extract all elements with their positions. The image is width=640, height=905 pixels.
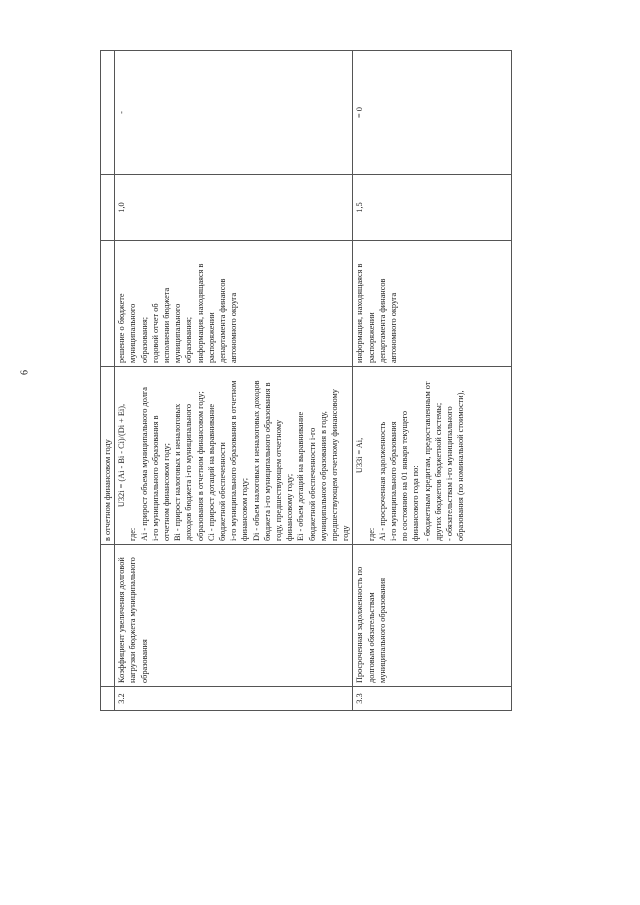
cell-last — [101, 51, 115, 175]
explanation-line: финансовому году; — [285, 473, 295, 541]
explanation-line: Di - объем налоговых и неналоговых доходов — [251, 380, 261, 541]
explanation-line: бюджетной обеспеченности — [218, 442, 228, 541]
source-line: департамента финансов — [377, 278, 387, 363]
explanation-line: Ci - прирост дотаций на выравнивание — [206, 403, 216, 541]
rotated-table-container — [100, 51, 466, 711]
cell-source — [101, 241, 115, 367]
threshold-value: - — [115, 51, 353, 175]
cell-name — [101, 545, 115, 687]
formula: U32i = (Ai - Bi - Ci)/(Di + Ei), — [117, 403, 127, 508]
source-line: образования; — [184, 316, 194, 363]
explanation-line: других бюджетов бюджетной системы; — [433, 402, 443, 541]
explanation-line: i-го муниципального образования в отчетном — [229, 380, 239, 541]
formula-cell — [115, 367, 353, 545]
formula-cell — [353, 367, 512, 545]
source-line: информация, находящаяся в — [355, 263, 365, 363]
source-line: автономного округа — [389, 292, 399, 363]
explanation-line: i-го муниципального образования в — [150, 415, 160, 541]
cell-weight — [101, 175, 115, 241]
explanation-line: муниципального образования в году, — [318, 411, 328, 541]
indicator-name: Коэффициент увеличения долговой нагрузки бюджета муниципального образования — [115, 545, 353, 687]
where-label: где: — [366, 527, 376, 541]
row-number: 3.3 — [353, 687, 512, 711]
explanation-line: образования (по номинальной стоимости), — [456, 390, 466, 541]
source-line: муниципального — [128, 303, 138, 363]
explanation-line: бюджета i-го муниципального образования в — [262, 382, 272, 541]
explanation-line: образования в отчетном финансовом году; — [195, 391, 205, 541]
explanation-line: - обязательствам i-го муниципального — [445, 406, 455, 541]
weight-value: 1,0 — [115, 175, 353, 241]
explanation-line: Ai - прирост объема муниципального долга — [139, 387, 149, 541]
indicators-table — [100, 50, 512, 711]
source-line: годовой отчет об — [150, 303, 160, 363]
source-line: муниципального — [173, 303, 183, 363]
explanation-line: году — [341, 525, 351, 541]
cell-formula-continuation: в отчетном финансовом году — [101, 367, 115, 545]
source-cell — [353, 241, 512, 367]
explanation-line: отчетном финансовом году; — [162, 443, 172, 541]
formula: U33i = Ai, — [355, 437, 365, 474]
table-row-continuation — [101, 51, 115, 711]
indicator-name: Просроченная задолженность по долговым обязательствам муниципального образования — [353, 545, 512, 687]
cell-num — [101, 687, 115, 711]
explanation-line: финансового года по: — [411, 465, 421, 541]
explanation-line: финансовом году; — [240, 477, 250, 541]
source-line: автономного округа — [229, 292, 239, 363]
explanation-line: году, предшествующем отчетному — [274, 419, 284, 541]
weight-value: 1,5 — [353, 175, 512, 241]
explanation-line: Ei - объем дотаций на выравнивание — [296, 411, 306, 541]
explanation-line: Bi - прирост налоговых и неналоговых — [173, 403, 183, 541]
explanation-line: - бюджетным кредитам, предоставленным от — [422, 381, 432, 541]
explanation-line: Ai - просроченная задолженность — [377, 421, 387, 541]
source-line: распоряжении — [366, 312, 376, 363]
source-cell — [115, 241, 353, 367]
explanation-line: бюджетной обеспеченности i-го — [307, 427, 317, 541]
source-line: исполнении бюджета — [162, 287, 172, 363]
table-row — [115, 51, 353, 711]
where-label: где: — [128, 527, 138, 541]
source-line: распоряжении — [206, 312, 216, 363]
table-row — [353, 51, 512, 711]
source-line: образования; — [139, 316, 149, 363]
page-number: 6 — [19, 370, 31, 375]
source-line: решение о бюджете — [117, 293, 127, 363]
threshold-value: = 0 — [353, 51, 512, 175]
explanation-line: предшествующем отчетному финансовому — [330, 389, 340, 541]
row-number: 3.2 — [115, 687, 353, 711]
source-line: департамента финансов — [218, 278, 228, 363]
explanation-line: i-го муниципального образования — [389, 421, 399, 541]
explanation-line: по состоянию на 01 января текущего — [400, 411, 410, 541]
explanation-line: доходов бюджета i-го муниципального — [184, 404, 194, 541]
source-line: информация, находящаяся в — [195, 263, 205, 363]
